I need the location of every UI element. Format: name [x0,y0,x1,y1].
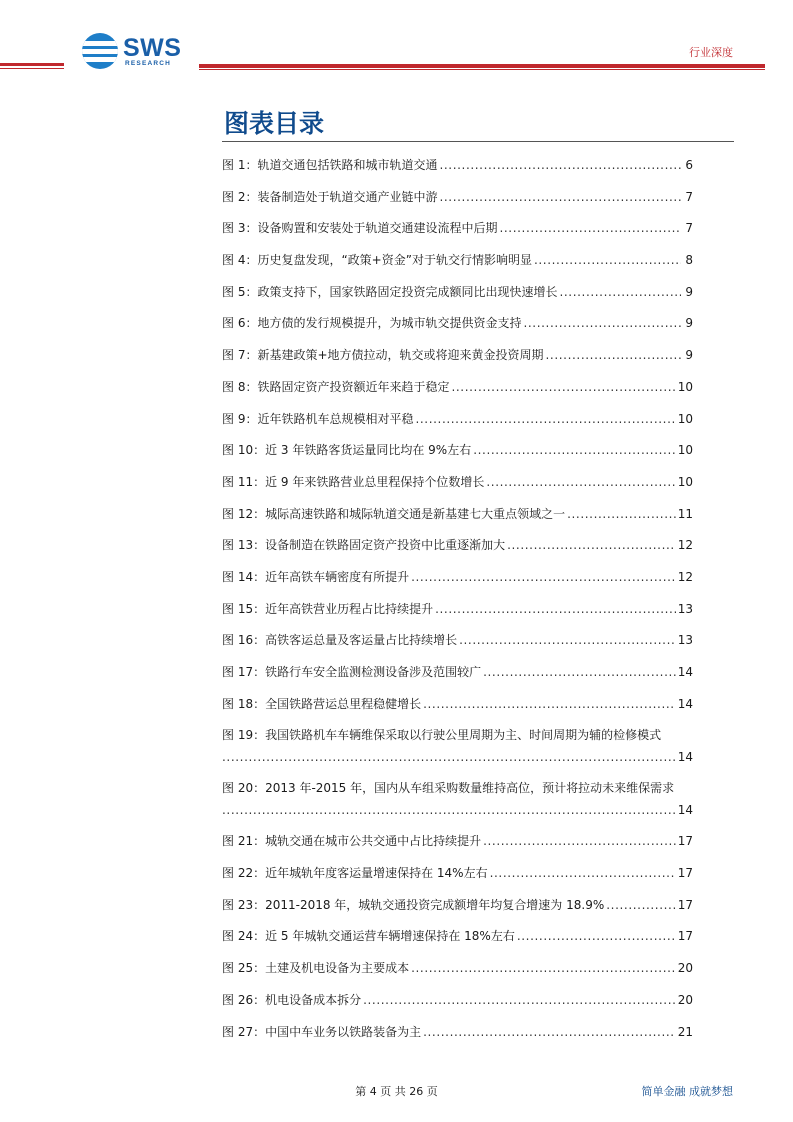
toc-entry-label: 图 10：近 3 年铁路客货运量同比均在 9%左右 [222,443,472,458]
toc-entry[interactable] [222,439,693,471]
toc-entry-page: 10 [677,379,693,394]
toc-entry-label: 图 27：中国中车业务以铁路装备为主 [222,1024,422,1039]
toc-entry[interactable] [222,598,693,630]
toc-entry-label: 图 5：政策支持下，国家铁路固定投资完成额同比出现快速增长 [222,284,558,299]
toc-entry[interactable] [222,693,693,725]
toc-entry-label: 图 9：近年铁路机车总规模相对平稳 [222,411,414,426]
toc-entry[interactable] [222,408,693,440]
toc-entry-label: 图 16：高铁客运总量及客运量占比持续增长 [222,633,458,648]
toc-entry-page: 9 [685,348,693,363]
toc-leader-dots [411,957,676,979]
toc-entry[interactable] [222,534,693,566]
toc-entry-label: 图 21：城轨交通在城市公共交通中占比持续提升 [222,834,482,849]
toc-entry[interactable] [222,724,693,777]
toc-entry-label: 图 13：设备制造在铁路固定资产投资中比重逐渐加大 [222,538,506,553]
toc-leader-dots [222,799,676,821]
toc-entry-label: 图 22：近年城轨年度客运量增速保持在 14%左右 [222,866,488,881]
toc-entry[interactable] [222,566,693,598]
toc-entry-page: 10 [677,474,693,489]
toc-entry-page: 17 [677,866,693,881]
toc-entry-page: 9 [685,284,693,299]
toc-entry-label: 图 25：土建及机电设备为主要成本 [222,961,410,976]
toc-entry-label: 图 18：全国铁路营运总里程稳健增长 [222,696,422,711]
toc-leader-dots [222,746,676,768]
toc-entry-page: 14 [677,803,693,818]
toc-entry[interactable] [222,503,693,535]
toc-leader-dots [486,471,675,493]
toc-entry-label: 图 1：轨道交通包括铁路和城市轨道交通 [222,158,438,172]
toc-entry-page: 8 [685,253,693,268]
logo-globe-icon [82,33,118,69]
toc-entry[interactable] [222,217,693,249]
logo-text: SWS [123,34,182,62]
sws-logo [82,33,192,71]
toc-leader-dots [567,503,676,525]
toc-leader-dots [439,154,681,176]
toc-entry-page: 9 [685,316,693,331]
toc-entry-label: 图 6：地方债的发行规模提升，为城市轨交提供资金支持 [222,316,522,331]
page-number: 第 4 页 共 26 页 [355,1085,438,1098]
toc-leader-dots [363,989,676,1011]
toc-entry[interactable] [222,629,693,661]
toc-entry-label: 图 7：新基建政策+地方债拉动，轨交或将迎来黄金投资周期 [222,348,544,363]
toc-leader-dots [411,566,676,588]
toc-leader-dots [523,312,681,334]
toc-entry-label: 图 26：机电设备成本拆分 [222,992,362,1007]
toc-leader-dots [499,217,681,239]
toc-leader-dots [606,894,675,916]
toc-entry-page: 10 [677,443,693,458]
toc-entry-page: 14 [677,750,693,765]
toc-entry-page: 17 [677,897,693,912]
toc-entry-label: 图 4：历史复盘发现，“政策+资金”对于轨交行情影响明显 [222,253,532,268]
toc-entry[interactable] [222,957,693,989]
header-rule [199,69,765,70]
toc-entry-page: 7 [685,189,693,204]
table-of-figures [222,154,693,1052]
toc-entry-label: 图 14：近年高铁车辆密度有所提升 [222,569,410,584]
toc-entry[interactable] [222,1021,693,1053]
toc-leader-dots [534,249,681,271]
toc-leader-dots [546,344,681,366]
toc-leader-dots [490,862,676,884]
toc-entry-page: 21 [677,1024,693,1039]
toc-entry-page: 11 [677,506,693,521]
toc-entry-page: 10 [677,411,693,426]
toc-entry-label: 图 20：2013 年-2015 年，国内从车组采购数量维持高位，预计将拉动未来维保需求 [222,781,675,796]
toc-entry[interactable] [222,989,693,1021]
toc-entry-page: 14 [677,665,693,679]
toc-leader-dots [517,925,676,947]
toc-entry-page: 7 [685,221,693,236]
toc-leader-dots [483,830,676,852]
toc-entry[interactable] [222,154,693,186]
header-tag: 行业深度 [689,46,733,59]
toc-entry-page: 13 [677,601,693,616]
header-rule [0,68,64,69]
toc-entry-page: 13 [677,633,693,648]
toc-entry-label: 图 8：铁路固定资产投资额近年来趋于稳定 [222,379,450,394]
toc-entry[interactable] [222,862,693,894]
toc-entry-label: 图 12：城际高速铁路和城际轨道交通是新基建七大重点领域之一 [222,506,566,521]
toc-entry[interactable] [222,281,693,313]
toc-entry-page: 17 [677,834,693,849]
toc-leader-dots [435,598,676,620]
toc-entry[interactable] [222,186,693,218]
header-rule [199,64,765,68]
toc-entry[interactable] [222,312,693,344]
toc-entry-label: 图 23：2011-2018 年，城轨交通投资完成额增年均复合增速为 18.9% [222,897,605,912]
toc-entry-label: 图 2：装备制造处于轨道交通产业链中游 [222,189,438,204]
toc-leader-dots [459,629,676,651]
toc-entry-label: 图 15：近年高铁营业历程占比持续提升 [222,601,434,616]
toc-leader-dots [473,439,676,461]
toc-entry[interactable] [222,471,693,503]
footer-slogan: 简单金融 成就梦想 [641,1085,733,1098]
toc-entry-label: 图 3：设备购置和安装处于轨道交通建设流程中后期 [222,221,498,236]
toc-entry[interactable] [222,661,693,693]
toc-entry-label: 图 19：我国铁路机车车辆维保采取以行驶公里周期为主、时间周期为辅的检修模式 [222,728,662,743]
toc-entry-page: 17 [677,929,693,944]
toc-entry-page: 20 [677,992,693,1007]
toc-leader-dots [439,186,681,208]
toc-leader-dots [415,408,675,430]
page-title: 图表目录 [224,109,325,138]
toc-leader-dots [451,376,675,398]
toc-leader-dots [423,1021,676,1043]
toc-entry[interactable] [222,830,693,862]
toc-entry-page: 12 [677,569,693,584]
toc-leader-dots [423,693,676,715]
toc-entry-label: 图 24：近 5 年城轨交通运营车辆增速保持在 18%左右 [222,929,515,944]
toc-entry[interactable] [222,925,693,957]
header-rule [0,63,64,66]
toc-entry[interactable] [222,344,693,376]
toc-entry-page: 20 [677,961,693,976]
logo-subtext: RESEARCH [125,60,172,67]
toc-entry-label: 图 17：铁路行车安全监测检测设备涉及范围较广 [222,665,482,679]
toc-entry-page: 12 [677,538,693,553]
toc-entry[interactable] [222,894,693,926]
toc-leader-dots [507,534,676,556]
toc-entry[interactable] [222,777,693,830]
toc-leader-dots [483,661,676,683]
toc-entry[interactable] [222,376,693,408]
title-divider [222,141,734,142]
toc-entry-page: 14 [677,696,693,711]
toc-entry-label: 图 11：近 9 年来铁路营业总里程保持个位数增长 [222,474,485,489]
toc-entry-page: 6 [685,158,693,172]
toc-entry[interactable] [222,249,693,281]
toc-leader-dots [559,281,681,303]
